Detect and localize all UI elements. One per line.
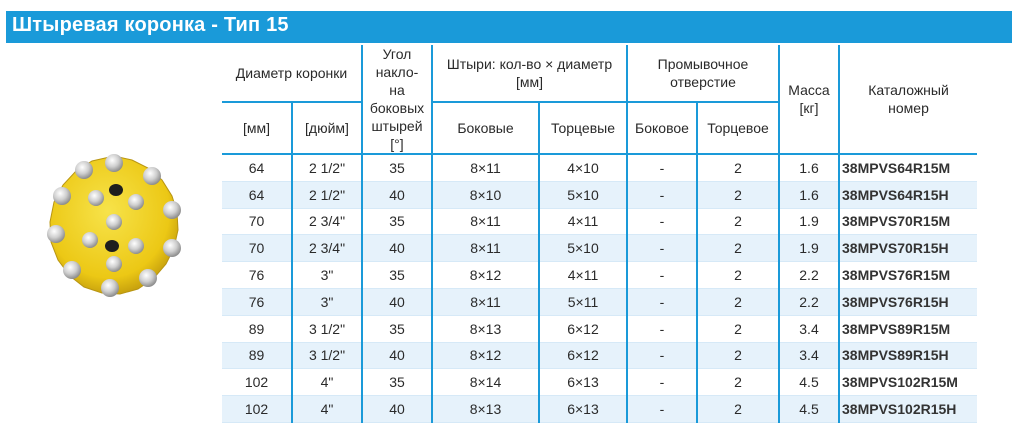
header-angle: Угол накло- на боковых штырей [°] xyxy=(362,45,432,154)
button-bit-image xyxy=(44,150,184,300)
table-row: 76 3" 40 8×11 5×11 - 2 2.2 38MPVS76R15H xyxy=(222,288,977,315)
header-flushing: Промывочное отверстие xyxy=(627,45,779,102)
table-row: 64 2 1/2" 40 8×10 5×10 - 2 1.6 38MPVS64R15H xyxy=(222,181,977,208)
header-flush-side: Боковое xyxy=(627,102,697,154)
header-face-buttons: Торцевые xyxy=(539,102,627,154)
header-mass: Масса [кг] xyxy=(779,45,839,154)
table-row: 89 3 1/2" 35 8×13 6×12 - 2 3.4 38MPVS89R15M xyxy=(222,315,977,342)
table-row: 70 2 3/4" 40 8×11 5×10 - 2 1.9 38MPVS70R15H xyxy=(222,235,977,262)
header-diameter: Диаметр коронки xyxy=(222,45,362,102)
header-flush-face: Торцевое xyxy=(697,102,779,154)
table-row: 89 3 1/2" 40 8×12 6×12 - 2 3.4 38MPVS89R15H xyxy=(222,342,977,369)
table-row: 102 4" 40 8×13 6×13 - 2 4.5 38MPVS102R15H xyxy=(222,396,977,423)
header-side-buttons: Боковые xyxy=(432,102,539,154)
table-row: 70 2 3/4" 35 8×11 4×11 - 2 1.9 38MPVS70R15M xyxy=(222,208,977,235)
header-mm: [мм] xyxy=(222,102,292,154)
header-buttons: Штыри: кол-во × диаметр [мм] xyxy=(432,45,627,102)
title-bar xyxy=(6,11,1012,43)
table-row: 64 2 1/2" 35 8×11 4×10 - 2 1.6 38MPVS64R15M xyxy=(222,154,977,181)
header-inch: [дюйм] xyxy=(292,102,362,154)
header-catalog: Каталожный номер xyxy=(839,45,977,154)
page-title: Штыревая коронка - Тип 15 xyxy=(12,14,289,36)
specs-table xyxy=(222,45,977,423)
table-row: 102 4" 35 8×14 6×13 - 2 4.5 38MPVS102R15M xyxy=(222,369,977,396)
table-row: 76 3" 35 8×12 4×11 - 2 2.2 38MPVS76R15M xyxy=(222,262,977,289)
